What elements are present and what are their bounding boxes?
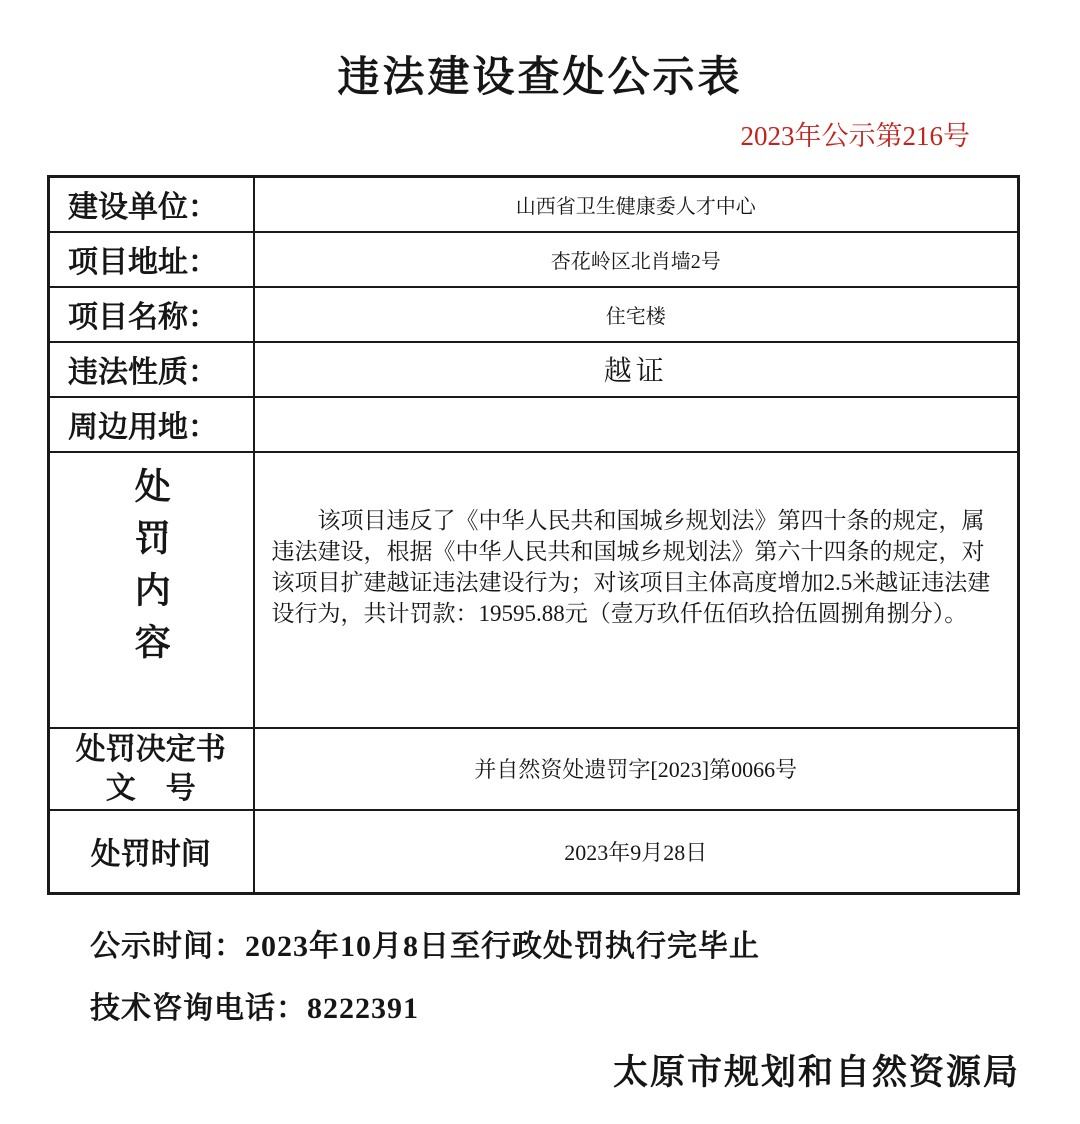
row-value: 杏花岭区北肖墙2号 xyxy=(254,232,1019,287)
row-label: 违法性质： xyxy=(49,342,254,397)
row-label: 处罚时间 xyxy=(49,810,254,894)
consultation-phone-text: 技术咨询电话：8222391 xyxy=(90,992,419,1025)
row-value: 并自然资处遗罚字[2023]第0066号 xyxy=(254,728,1019,810)
row-value: 越证 xyxy=(254,342,1019,397)
row-label: 建设单位： xyxy=(49,177,254,232)
row-value xyxy=(254,397,1019,452)
row-value: 山西省卫生健康委人才中心 xyxy=(254,177,1019,232)
notice-document xyxy=(0,44,1080,1124)
row-label: 周边用地： xyxy=(49,397,254,452)
page-title: 违法建设查处公示表 xyxy=(337,55,743,101)
table-row-penalty-content xyxy=(49,452,1019,728)
publicity-period-text: 公示时间：2023年10月8日至行政处罚执行完毕止 xyxy=(90,930,760,963)
row-label: 项目地址： xyxy=(49,232,254,287)
table-row-project-name xyxy=(49,287,1019,342)
notice-table xyxy=(47,175,1020,895)
row-label: 项目名称： xyxy=(49,287,254,342)
row-label-cell xyxy=(49,452,254,728)
table-row-violation-nature xyxy=(49,342,1019,397)
table-row-project-address xyxy=(49,232,1019,287)
row-label-line1: 处罚决定书 xyxy=(75,732,226,766)
row-value: 住宅楼 xyxy=(254,287,1019,342)
notice-number: 2023年公示第216号 xyxy=(740,121,970,151)
issuing-agency: 太原市规划和自然资源局 xyxy=(612,1053,1020,1092)
table-row-decision-number xyxy=(49,728,1019,810)
table-row-penalty-time xyxy=(49,810,1019,894)
row-value: 2023年9月28日 xyxy=(254,810,1019,894)
penalty-content-text: 该项目违反了《中华人民共和国城乡规划法》第四十条的规定，属违法建设，根据《中华人民共和国城乡规划法》第六十四条的规定，对该项目扩建越证违法建设行为；对该项目主体高度增加2.5米越证违法建设行为，共计罚款：19595.88元（壹万玖仟伍佰玖拾伍圆捌角捌分）。 xyxy=(271,507,991,626)
table-row-surrounding-land xyxy=(49,397,1019,452)
footer xyxy=(90,921,1080,1095)
row-label: 处罚内容 xyxy=(130,467,171,675)
table-row-construction-unit xyxy=(49,177,1019,232)
row-label-line2: 文 号 xyxy=(105,771,196,805)
row-value-cell xyxy=(254,452,1019,728)
row-label-cell xyxy=(49,728,254,810)
